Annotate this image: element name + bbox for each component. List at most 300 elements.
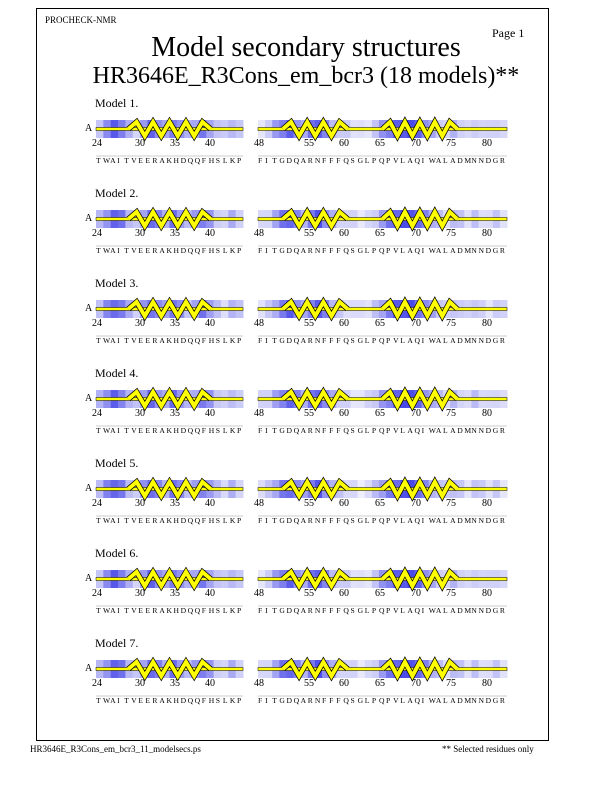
residue-tick-label: 40 <box>205 678 215 689</box>
residue-letter: M <box>464 156 472 165</box>
residue-letter: V <box>131 516 138 525</box>
residue-letter: T <box>96 426 101 435</box>
residue-letter: K <box>229 516 236 525</box>
residue-letter: D <box>180 516 187 525</box>
residue-letter: D <box>457 606 463 615</box>
residue-letter: A <box>159 696 166 705</box>
model-title: Model 1. <box>95 96 139 110</box>
residue-letter: D <box>485 156 492 165</box>
residue-letter: A <box>450 606 456 615</box>
residue-letter: Q <box>343 336 350 345</box>
residue-letter: F <box>201 426 207 435</box>
residue-letter: I <box>421 336 425 345</box>
residue-letter: I <box>265 516 268 525</box>
residue-letter: F <box>336 696 341 705</box>
residue-letter: Q <box>343 246 350 255</box>
residue-letter: H <box>173 516 180 525</box>
residue-letter: E <box>145 156 151 165</box>
residue-letter: A <box>110 606 116 615</box>
residue-letter: L <box>222 336 228 345</box>
residue-tick-label: 24 <box>92 228 102 239</box>
residue-letter: R <box>307 156 314 165</box>
residue-tick-label: 30 <box>135 678 145 689</box>
residue-letter: Q <box>378 606 385 615</box>
residue-letter: R <box>152 246 158 255</box>
residue-letter: L <box>442 336 448 345</box>
residue-letter: S <box>215 336 221 345</box>
residue-tick-label: 70 <box>411 138 421 149</box>
residue-letter: A <box>407 516 414 525</box>
residue-letter: L <box>442 246 448 255</box>
residue-letter: Q <box>378 516 385 525</box>
residue-letter: G <box>357 606 364 615</box>
residue-letter: S <box>350 426 356 435</box>
residue-tick-label: 55 <box>304 588 314 599</box>
residue-letter: P <box>371 606 377 615</box>
residue-letter: F <box>336 246 341 255</box>
residue-tick-label: 35 <box>170 138 180 149</box>
residue-letter: E <box>145 336 151 345</box>
residue-letter: Q <box>293 696 300 705</box>
residue-letter: F <box>258 516 263 525</box>
residue-letter: I <box>265 156 268 165</box>
residue-letter: P <box>236 696 242 705</box>
residue-letter: G <box>357 426 364 435</box>
residue-letter: M <box>464 696 472 705</box>
residue-letter: T <box>272 246 278 255</box>
residue-letter: Q <box>343 156 350 165</box>
residue-tick-label: 75 <box>446 498 456 509</box>
residue-letter: R <box>499 426 506 435</box>
residue-tick-label: 65 <box>375 228 385 239</box>
residue-letter: T <box>96 696 101 705</box>
residue-letter: M <box>464 426 472 435</box>
page-number: Page 1 <box>492 26 525 40</box>
residue-letter: G <box>492 516 499 525</box>
residue-tick-label: 40 <box>205 138 215 149</box>
residue-tick-label: 24 <box>92 138 102 149</box>
residue-tick-label: 65 <box>375 408 385 419</box>
residue-letter: G <box>492 606 499 615</box>
residue-letter: F <box>329 516 334 525</box>
residue-letter: N <box>471 336 478 345</box>
residue-letter: T <box>124 606 130 615</box>
residue-letter: F <box>336 426 341 435</box>
residue-letter: E <box>145 696 151 705</box>
residue-letter: Q <box>187 156 194 165</box>
model-title: Model 4. <box>95 366 139 380</box>
residue-letter: A <box>300 156 307 165</box>
residue-letter: V <box>131 336 138 345</box>
residue-letter: L <box>222 606 228 615</box>
residue-letter: I <box>421 426 425 435</box>
residue-letter: D <box>485 246 492 255</box>
residue-letter: D <box>286 336 293 345</box>
residue-letter: R <box>307 516 314 525</box>
residue-letter: F <box>329 606 334 615</box>
residue-letter: T <box>96 336 101 345</box>
residue-letter: A <box>300 336 307 345</box>
residue-letter: W <box>428 516 437 525</box>
residue-letter: Q <box>194 156 201 165</box>
residue-letter: W <box>428 156 437 165</box>
residue-letter: L <box>364 426 370 435</box>
residue-letter: P <box>371 696 377 705</box>
chain-label: A <box>85 393 93 404</box>
residue-letter: P <box>371 426 377 435</box>
residue-letter: R <box>307 426 314 435</box>
residue-letter: P <box>371 246 377 255</box>
residue-letter: E <box>138 516 144 525</box>
residue-letter: N <box>471 516 478 525</box>
residue-letter: I <box>421 156 425 165</box>
residue-letter: Q <box>414 426 421 435</box>
residue-letter: A <box>110 246 116 255</box>
residue-letter: Q <box>187 516 194 525</box>
residue-letter: S <box>215 156 221 165</box>
residue-letter: F <box>322 336 327 345</box>
residue-tick-label: 55 <box>304 138 314 149</box>
residue-tick-label: 40 <box>205 318 215 329</box>
residue-letter: Q <box>414 696 421 705</box>
residue-letter: G <box>492 156 499 165</box>
residue-tick-label: 55 <box>304 228 314 239</box>
residue-letter: H <box>208 696 215 705</box>
residue-letter: F <box>336 156 341 165</box>
residue-letter: D <box>485 516 492 525</box>
residue-letter: S <box>350 606 356 615</box>
residue-letter: G <box>492 696 499 705</box>
residue-letter: K <box>229 246 236 255</box>
residue-letter: I <box>117 426 120 435</box>
residue-letter: K <box>166 246 173 255</box>
coil-line <box>96 668 243 671</box>
residue-letter: F <box>322 696 327 705</box>
residue-letter: D <box>286 606 293 615</box>
residue-letter: D <box>485 606 492 615</box>
residue-letter: A <box>159 336 166 345</box>
residue-tick-label: 75 <box>446 588 456 599</box>
residue-tick-label: 60 <box>339 588 349 599</box>
residue-letter: S <box>350 156 356 165</box>
residue-letter: W <box>103 516 111 525</box>
residue-letter: T <box>272 696 278 705</box>
residue-letter: E <box>145 606 151 615</box>
model-strip-group <box>96 120 508 156</box>
residue-letter: N <box>478 156 485 165</box>
residue-letter: Q <box>414 336 421 345</box>
residue-letter: F <box>258 246 263 255</box>
residue-letter: G <box>357 336 364 345</box>
residue-letter: A <box>110 336 116 345</box>
residue-letter: N <box>478 516 485 525</box>
residue-letter: N <box>471 246 478 255</box>
model-strip-group <box>96 480 508 516</box>
residue-letter: N <box>314 606 321 615</box>
residue-letter: A <box>450 156 456 165</box>
residue-letter: G <box>279 606 286 615</box>
residue-tick-label: 80 <box>482 138 492 149</box>
residue-tick-label: 65 <box>375 138 385 149</box>
residue-letter: T <box>272 516 278 525</box>
residue-tick-label: 80 <box>482 408 492 419</box>
residue-letter: Q <box>187 336 194 345</box>
model-strip-group <box>96 660 508 696</box>
residue-letter: Q <box>194 246 201 255</box>
residue-letter: L <box>364 156 370 165</box>
residue-letter: H <box>208 426 215 435</box>
residue-letter: N <box>314 156 321 165</box>
residue-tick-label: 48 <box>254 588 264 599</box>
residue-letter: M <box>464 516 472 525</box>
residue-letter: L <box>400 246 406 255</box>
residue-tick-label: 55 <box>304 318 314 329</box>
chain-label: A <box>85 123 93 134</box>
residue-letter: H <box>173 336 180 345</box>
residue-tick-label: 70 <box>411 408 421 419</box>
residue-letter: G <box>492 426 499 435</box>
residue-letter: R <box>307 246 314 255</box>
residue-letter: K <box>166 156 173 165</box>
model-title: Model 6. <box>95 546 139 560</box>
residue-letter: W <box>103 426 111 435</box>
residue-tick-label: 35 <box>170 318 180 329</box>
residue-letter: I <box>117 246 120 255</box>
residue-letter: D <box>180 336 187 345</box>
residue-letter: I <box>421 606 425 615</box>
residue-letter: S <box>215 246 221 255</box>
residue-tick-label: 48 <box>254 408 264 419</box>
residue-letter: L <box>400 696 406 705</box>
residue-letter: L <box>442 156 448 165</box>
residue-letter: D <box>286 246 293 255</box>
residue-letter: R <box>499 246 506 255</box>
residue-tick-label: 35 <box>170 588 180 599</box>
residue-letter: P <box>371 516 377 525</box>
residue-letter: F <box>322 156 327 165</box>
residue-letter: K <box>166 696 173 705</box>
residue-letter: N <box>478 246 485 255</box>
residue-tick-label: 70 <box>411 228 421 239</box>
residue-letter: T <box>124 336 130 345</box>
residue-letter: T <box>96 606 101 615</box>
residue-tick-label: 24 <box>92 408 102 419</box>
residue-letter: Q <box>378 426 385 435</box>
residue-letter: D <box>485 696 492 705</box>
residue-tick-label: 35 <box>170 498 180 509</box>
residue-letter: I <box>117 516 120 525</box>
residue-letter: R <box>499 606 506 615</box>
residue-letter: F <box>258 606 263 615</box>
residue-tick-label: 35 <box>170 678 180 689</box>
residue-letter: K <box>229 156 236 165</box>
residue-letter: A <box>435 426 442 435</box>
residue-letter: R <box>307 336 314 345</box>
residue-letter: M <box>464 606 472 615</box>
residue-letter: K <box>166 426 173 435</box>
residue-letter: W <box>428 426 437 435</box>
residue-letter: A <box>435 336 442 345</box>
residue-letter: S <box>350 246 356 255</box>
residue-letter: E <box>138 426 144 435</box>
residue-letter: N <box>478 336 485 345</box>
residue-letter: F <box>322 426 327 435</box>
residue-tick-label: 24 <box>92 678 102 689</box>
residue-letter: F <box>322 516 327 525</box>
residue-letter: A <box>407 156 414 165</box>
residue-letter: G <box>279 696 286 705</box>
residue-letter: G <box>357 516 364 525</box>
residue-tick-label: 24 <box>92 588 102 599</box>
chain-label: A <box>85 663 93 674</box>
residue-letter: G <box>279 516 286 525</box>
residue-letter: V <box>131 606 138 615</box>
residue-letter: F <box>201 696 207 705</box>
residue-letter: L <box>442 696 448 705</box>
residue-letter: M <box>464 336 472 345</box>
residue-letter: A <box>159 426 166 435</box>
residue-letter: L <box>222 246 228 255</box>
residue-letter: A <box>300 426 307 435</box>
residue-tick-label: 30 <box>135 318 145 329</box>
residue-letter: F <box>329 426 334 435</box>
residue-tick-label: 48 <box>254 678 264 689</box>
residue-letter: I <box>421 696 425 705</box>
residue-letter: F <box>258 336 263 345</box>
residue-letter: Q <box>414 516 421 525</box>
residue-letter: Q <box>187 696 194 705</box>
residue-letter: P <box>236 516 242 525</box>
residue-letter: L <box>364 606 370 615</box>
residue-letter: L <box>442 606 448 615</box>
residue-tick-label: 24 <box>92 498 102 509</box>
residue-letter: L <box>222 156 228 165</box>
residue-letter: L <box>222 696 228 705</box>
residue-letter: I <box>421 516 425 525</box>
residue-letter: N <box>314 516 321 525</box>
residue-letter: L <box>400 336 406 345</box>
residue-letter: D <box>180 696 187 705</box>
residue-letter: W <box>103 246 111 255</box>
residue-tick-label: 80 <box>482 588 492 599</box>
residue-letter: H <box>208 336 215 345</box>
residue-letter: D <box>286 696 293 705</box>
residue-letter: S <box>350 516 356 525</box>
residue-letter: L <box>364 696 370 705</box>
residue-letter: D <box>485 426 492 435</box>
residue-letter: D <box>286 516 293 525</box>
model-title: Model 5. <box>95 456 139 470</box>
residue-letter: G <box>357 156 364 165</box>
residue-letter: P <box>371 156 377 165</box>
residue-letter: W <box>428 336 437 345</box>
residue-letter: A <box>435 156 442 165</box>
residue-letter: T <box>124 246 130 255</box>
residue-letter: A <box>435 696 442 705</box>
residue-letter: V <box>393 696 399 705</box>
residue-letter: A <box>159 516 166 525</box>
residue-letter: F <box>201 516 207 525</box>
residue-letter: A <box>407 246 414 255</box>
residue-letter: W <box>103 156 111 165</box>
residue-letter: T <box>124 516 130 525</box>
coil-line <box>96 488 243 491</box>
residue-letter: V <box>393 246 399 255</box>
residue-letter: W <box>103 606 111 615</box>
residue-tick-label: 24 <box>92 318 102 329</box>
residue-letter: A <box>450 426 456 435</box>
residue-letter: F <box>201 606 207 615</box>
residue-letter: P <box>386 606 391 615</box>
residue-letter: D <box>286 156 293 165</box>
residue-letter: R <box>152 696 158 705</box>
residue-tick-label: 70 <box>411 678 421 689</box>
residue-letter: V <box>393 606 399 615</box>
residue-letter: D <box>457 516 463 525</box>
residue-tick-label: 60 <box>339 408 349 419</box>
model-strip-group <box>96 210 508 246</box>
residue-letter: P <box>386 246 391 255</box>
residue-letter: N <box>471 156 478 165</box>
residue-letter: F <box>201 246 207 255</box>
page-title: Model secondary structures <box>151 32 461 63</box>
residue-letter: V <box>131 696 138 705</box>
residue-letter: D <box>180 606 187 615</box>
residue-letter: A <box>300 516 307 525</box>
residue-tick-label: 60 <box>339 498 349 509</box>
residue-letter: Q <box>194 516 201 525</box>
residue-letter: I <box>117 606 120 615</box>
residue-tick-label: 48 <box>254 138 264 149</box>
residue-tick-label: 70 <box>411 318 421 329</box>
residue-letter: P <box>386 696 391 705</box>
residue-letter: W <box>428 696 437 705</box>
residue-letter: P <box>236 246 242 255</box>
residue-tick-label: 40 <box>205 228 215 239</box>
residue-letter: A <box>450 516 456 525</box>
residue-letter: T <box>272 426 278 435</box>
residue-tick-label: 70 <box>411 498 421 509</box>
residue-letter: A <box>435 246 442 255</box>
residue-letter: Q <box>414 246 421 255</box>
residue-letter: R <box>152 426 158 435</box>
residue-letter: V <box>393 426 399 435</box>
residue-letter: H <box>173 696 180 705</box>
residue-letter: P <box>236 156 242 165</box>
residue-letter: A <box>407 696 414 705</box>
residue-letter: Q <box>378 336 385 345</box>
chain-label: A <box>85 483 93 494</box>
residue-tick-label: 35 <box>170 228 180 239</box>
residue-tick-label: 55 <box>304 408 314 419</box>
residue-letter: Q <box>187 246 194 255</box>
residue-letter: P <box>236 336 242 345</box>
residue-letter: T <box>96 246 101 255</box>
residue-letter: E <box>138 696 144 705</box>
coil-line <box>96 218 243 221</box>
residue-letter: Q <box>187 606 194 615</box>
residue-letter: K <box>229 336 236 345</box>
residue-letter: R <box>499 156 506 165</box>
residue-letter: G <box>357 696 364 705</box>
page-subtitle: HR3646E_R3Cons_em_bcr3 (18 models)** <box>92 63 520 89</box>
residue-letter: Q <box>378 246 385 255</box>
residue-letter: V <box>131 156 138 165</box>
residue-letter: G <box>279 246 286 255</box>
residue-letter: S <box>215 696 221 705</box>
residue-letter: A <box>407 336 414 345</box>
model-strip-group <box>96 390 508 426</box>
